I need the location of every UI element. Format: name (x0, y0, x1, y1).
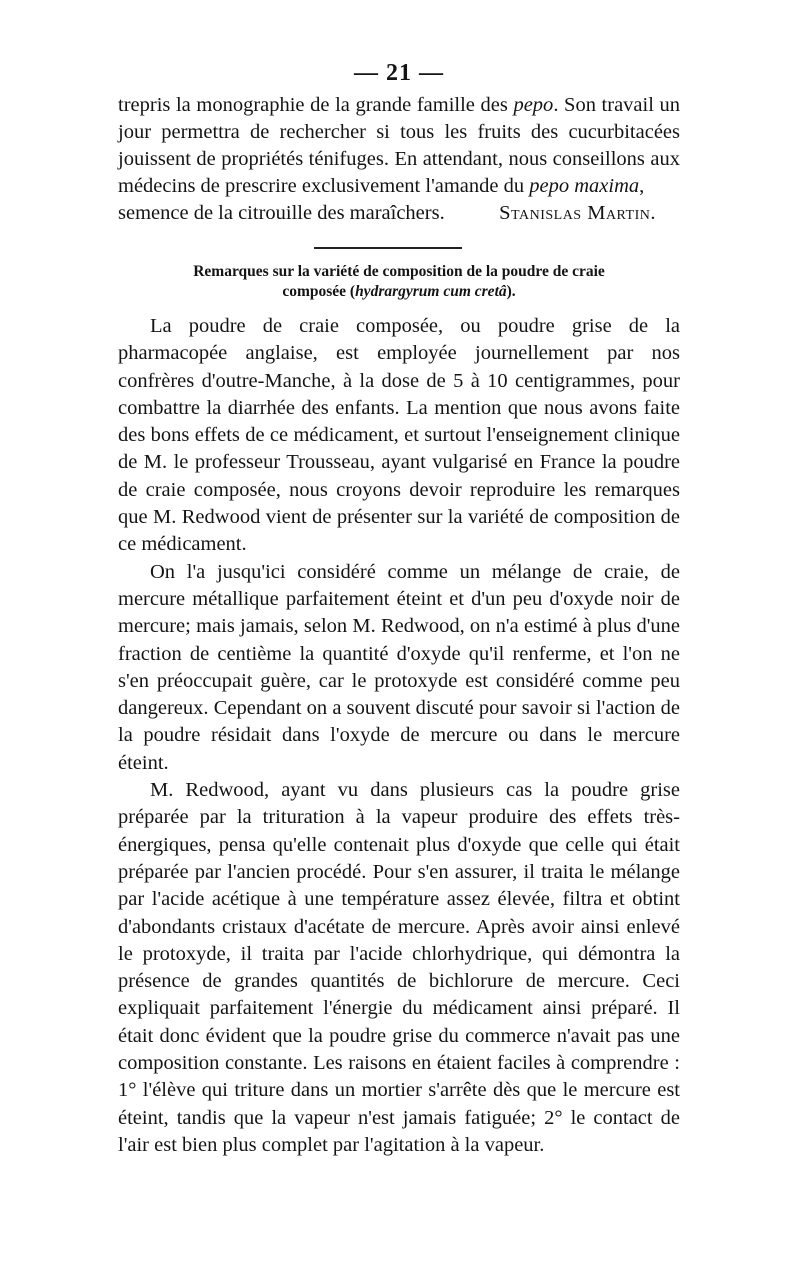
section-title-prefix: composée ( (282, 283, 356, 300)
section-title (118, 262, 680, 302)
signature-line (118, 200, 680, 227)
section-title-line-2 (118, 282, 680, 302)
paragraph: On l'a jusqu'ici considéré comme un mélange de craie, de mercure métallique parfaitement éteint et d'un peu d'oxyde noir de mercure; mais jamais, selon M. Redwood, on n'a estimé à plus d'une fraction de centième la quantité d'oxyde qu'il renferme, et l'on ne s'en préoccupait guère, car le protoxyde est considéré comme peu dangereux. Cependant on a souvent discuté pour savoir si l'action de la poudre résidait dans l'oxyde de mercure ou dans le mercure éteint. (118, 560, 680, 774)
intro-paragraph (118, 92, 680, 227)
section-title-line-1: Remarques sur la variété de composition de la poudre de craie (193, 263, 605, 280)
intro-text: trepris la monographie de la grande famille des (118, 94, 514, 116)
intro-last-line: semence de la citrouille des maraîchers. (118, 202, 445, 224)
page-number: — 21 — (354, 60, 444, 86)
intro-italic-pepo-maxima: pepo maxima (529, 175, 640, 197)
intro-italic-pepo: pepo (513, 94, 554, 116)
intro-text-3: , (639, 175, 645, 197)
section-divider (314, 247, 462, 249)
intro-text-2: . Son travail un jour permettra de rechercher si tous les fruits des cucurbitacées jouissent de propriétés ténifuges. En attendant, nous conseillons aux médecins de prescrire exclusivement l'amande du (118, 94, 681, 197)
section-title-suffix: ). (506, 283, 516, 300)
author-signature: Stanislas Martin. (499, 202, 656, 224)
section-title-latin: hydrargyrum cum cretâ (355, 283, 507, 300)
article-body (118, 313, 680, 1159)
paragraph: M. Redwood, ayant vu dans plusieurs cas la poudre grise préparée par la trituration à la vapeur produire des effets très-énergiques, pensa qu'elle contenait plus d'oxyde que celle qui était préparée par l'ancien procédé. Pour s'en assurer, il traita le mélange par l'acide acétique à une température assez élevée, filtra et obtint d'abondants cristaux d'acétate de mercure. Après avoir ainsi enlevé le protoxyde, il traita par l'acide chlorhydrique, qui démontra la présence de grandes quantités de bichlorure de mercure. Ceci expliquait parfaitement l'énergie du médicament ainsi préparé. Il était donc évident que la poudre grise du commerce n'avait pas une composition constante. Les raisons en étaient faciles à comprendre : 1° l'élève qui triture dans un mortier s'arrête dès que le mercure est éteint, tandis que la vapeur n'est jamais fatiguée; 2° le contact de l'air est bien plus complet par l'agitation à la vapeur. (118, 779, 680, 1156)
document-page (118, 0, 680, 1262)
paragraph: La poudre de craie composée, ou poudre grise de la pharmacopée anglaise, est employée journellement par nos confrères d'outre-Manche, à la dose de 5 à 10 centigrammes, pour combattre la diarrhée des enfants. La mention que nous avons faite des bons effets de ce médicament, et surtout l'enseignement clinique de M. le professeur Trousseau, ayant vulgarisé en France la poudre de craie composée, nous croyons devoir reproduire les remarques que M. Redwood vient de présenter sur la variété de composition de ce médicament. (118, 315, 680, 556)
